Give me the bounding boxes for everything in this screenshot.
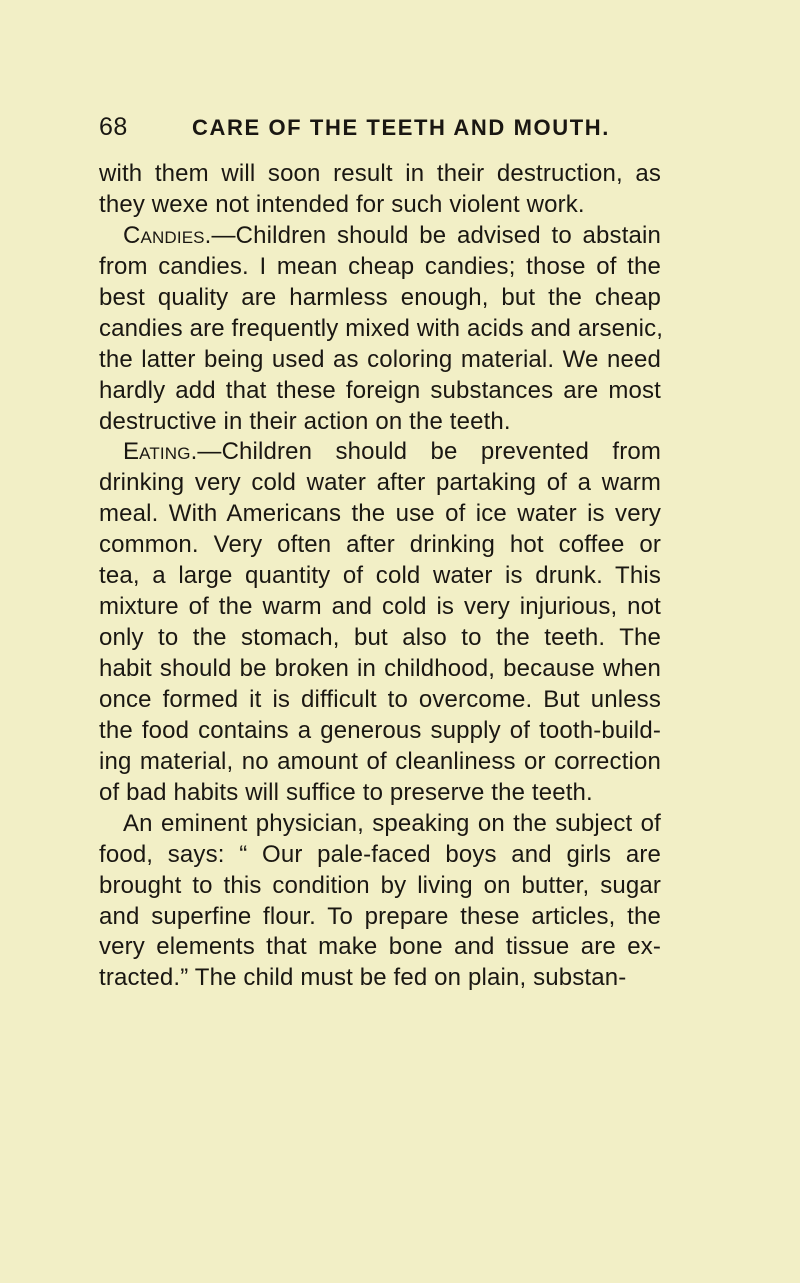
text-line [99, 251, 661, 282]
line-text: —Children should be advised to abstain [211, 221, 661, 249]
text-line [99, 560, 661, 591]
text-line [99, 158, 661, 189]
line-text: drinking very cold water after partaking of a warm [99, 469, 661, 497]
running-title: CARE OF THE TEETH AND MOUTH. [192, 115, 610, 140]
text-line [99, 931, 661, 962]
body-text [99, 158, 664, 993]
text-line [99, 622, 661, 653]
text-line [99, 282, 661, 313]
line-text: only to the stomach, but also to the teeth. The [99, 624, 661, 652]
text-line [99, 870, 661, 901]
text-line [99, 777, 661, 808]
line-text: brought to this condition by living on butter, sugar [99, 871, 661, 899]
text-line [99, 746, 661, 777]
line-text: ing material, no amount of cleanliness or correction [99, 747, 661, 775]
text-line [99, 189, 661, 220]
line-text: An eminent physician, speaking on the subject of [123, 809, 661, 837]
text-line [99, 901, 661, 932]
line-text: best quality are harmless enough, but the cheap [99, 283, 661, 311]
text-line [99, 715, 661, 746]
text-line [99, 375, 661, 406]
text-line [99, 220, 661, 251]
text-line [99, 406, 661, 437]
text-line [99, 344, 661, 375]
line-text: —Children should be prevented from [197, 438, 661, 466]
text-line [99, 529, 661, 560]
text-line [99, 313, 664, 344]
line-text: the food contains a generous supply of tooth-build- [99, 716, 661, 744]
line-text: hardly add that these foreign substances are most [99, 376, 661, 404]
text-line [99, 684, 661, 715]
line-text: very elements that make bone and tissue are ex- [99, 933, 661, 961]
line-text: meal. With Americans the use of ice water is very [99, 500, 661, 528]
line-text: candies are frequently mixed with acids and arsenic, [99, 314, 664, 342]
line-text: habit should be broken in childhood, because when [99, 655, 661, 682]
line-text: with them will soon result in their destruction, as [99, 160, 661, 187]
line-text: destructive in their action on the teeth. [99, 407, 511, 435]
text-line [99, 436, 661, 467]
line-text: tea, a large quantity of cold water is drunk. This [99, 562, 661, 590]
text-line [99, 591, 661, 622]
line-text: once formed it is difficult to overcome. But unless [99, 685, 661, 713]
page-header [99, 104, 659, 148]
section-heading: Eating. [123, 438, 198, 466]
text-line [99, 808, 661, 839]
text-line [99, 653, 661, 684]
text-line [99, 467, 661, 498]
page-number: 68 [99, 113, 128, 141]
line-text: the latter being used as coloring material. We need [99, 345, 661, 373]
section-heading: Candies. [123, 221, 212, 249]
line-text: and superfine flour. To prepare these articles, the [99, 902, 661, 930]
text-line [99, 962, 661, 993]
text-line [99, 498, 661, 529]
line-text: mixture of the warm and cold is very injurious, not [99, 593, 661, 621]
line-text: from candies. I mean cheap candies; those of the [99, 252, 661, 280]
line-text: common. Very often after drinking hot coffee or [99, 531, 661, 559]
line-text: tracted.” The child must be fed on plain, substan- [99, 964, 627, 992]
line-text: they wexe not intended for such violent work. [99, 190, 585, 218]
text-line [99, 839, 661, 870]
line-text: food, says: “ Our pale-faced boys and girls are [99, 840, 661, 868]
line-text: of bad habits will suffice to preserve the teeth. [99, 778, 593, 806]
